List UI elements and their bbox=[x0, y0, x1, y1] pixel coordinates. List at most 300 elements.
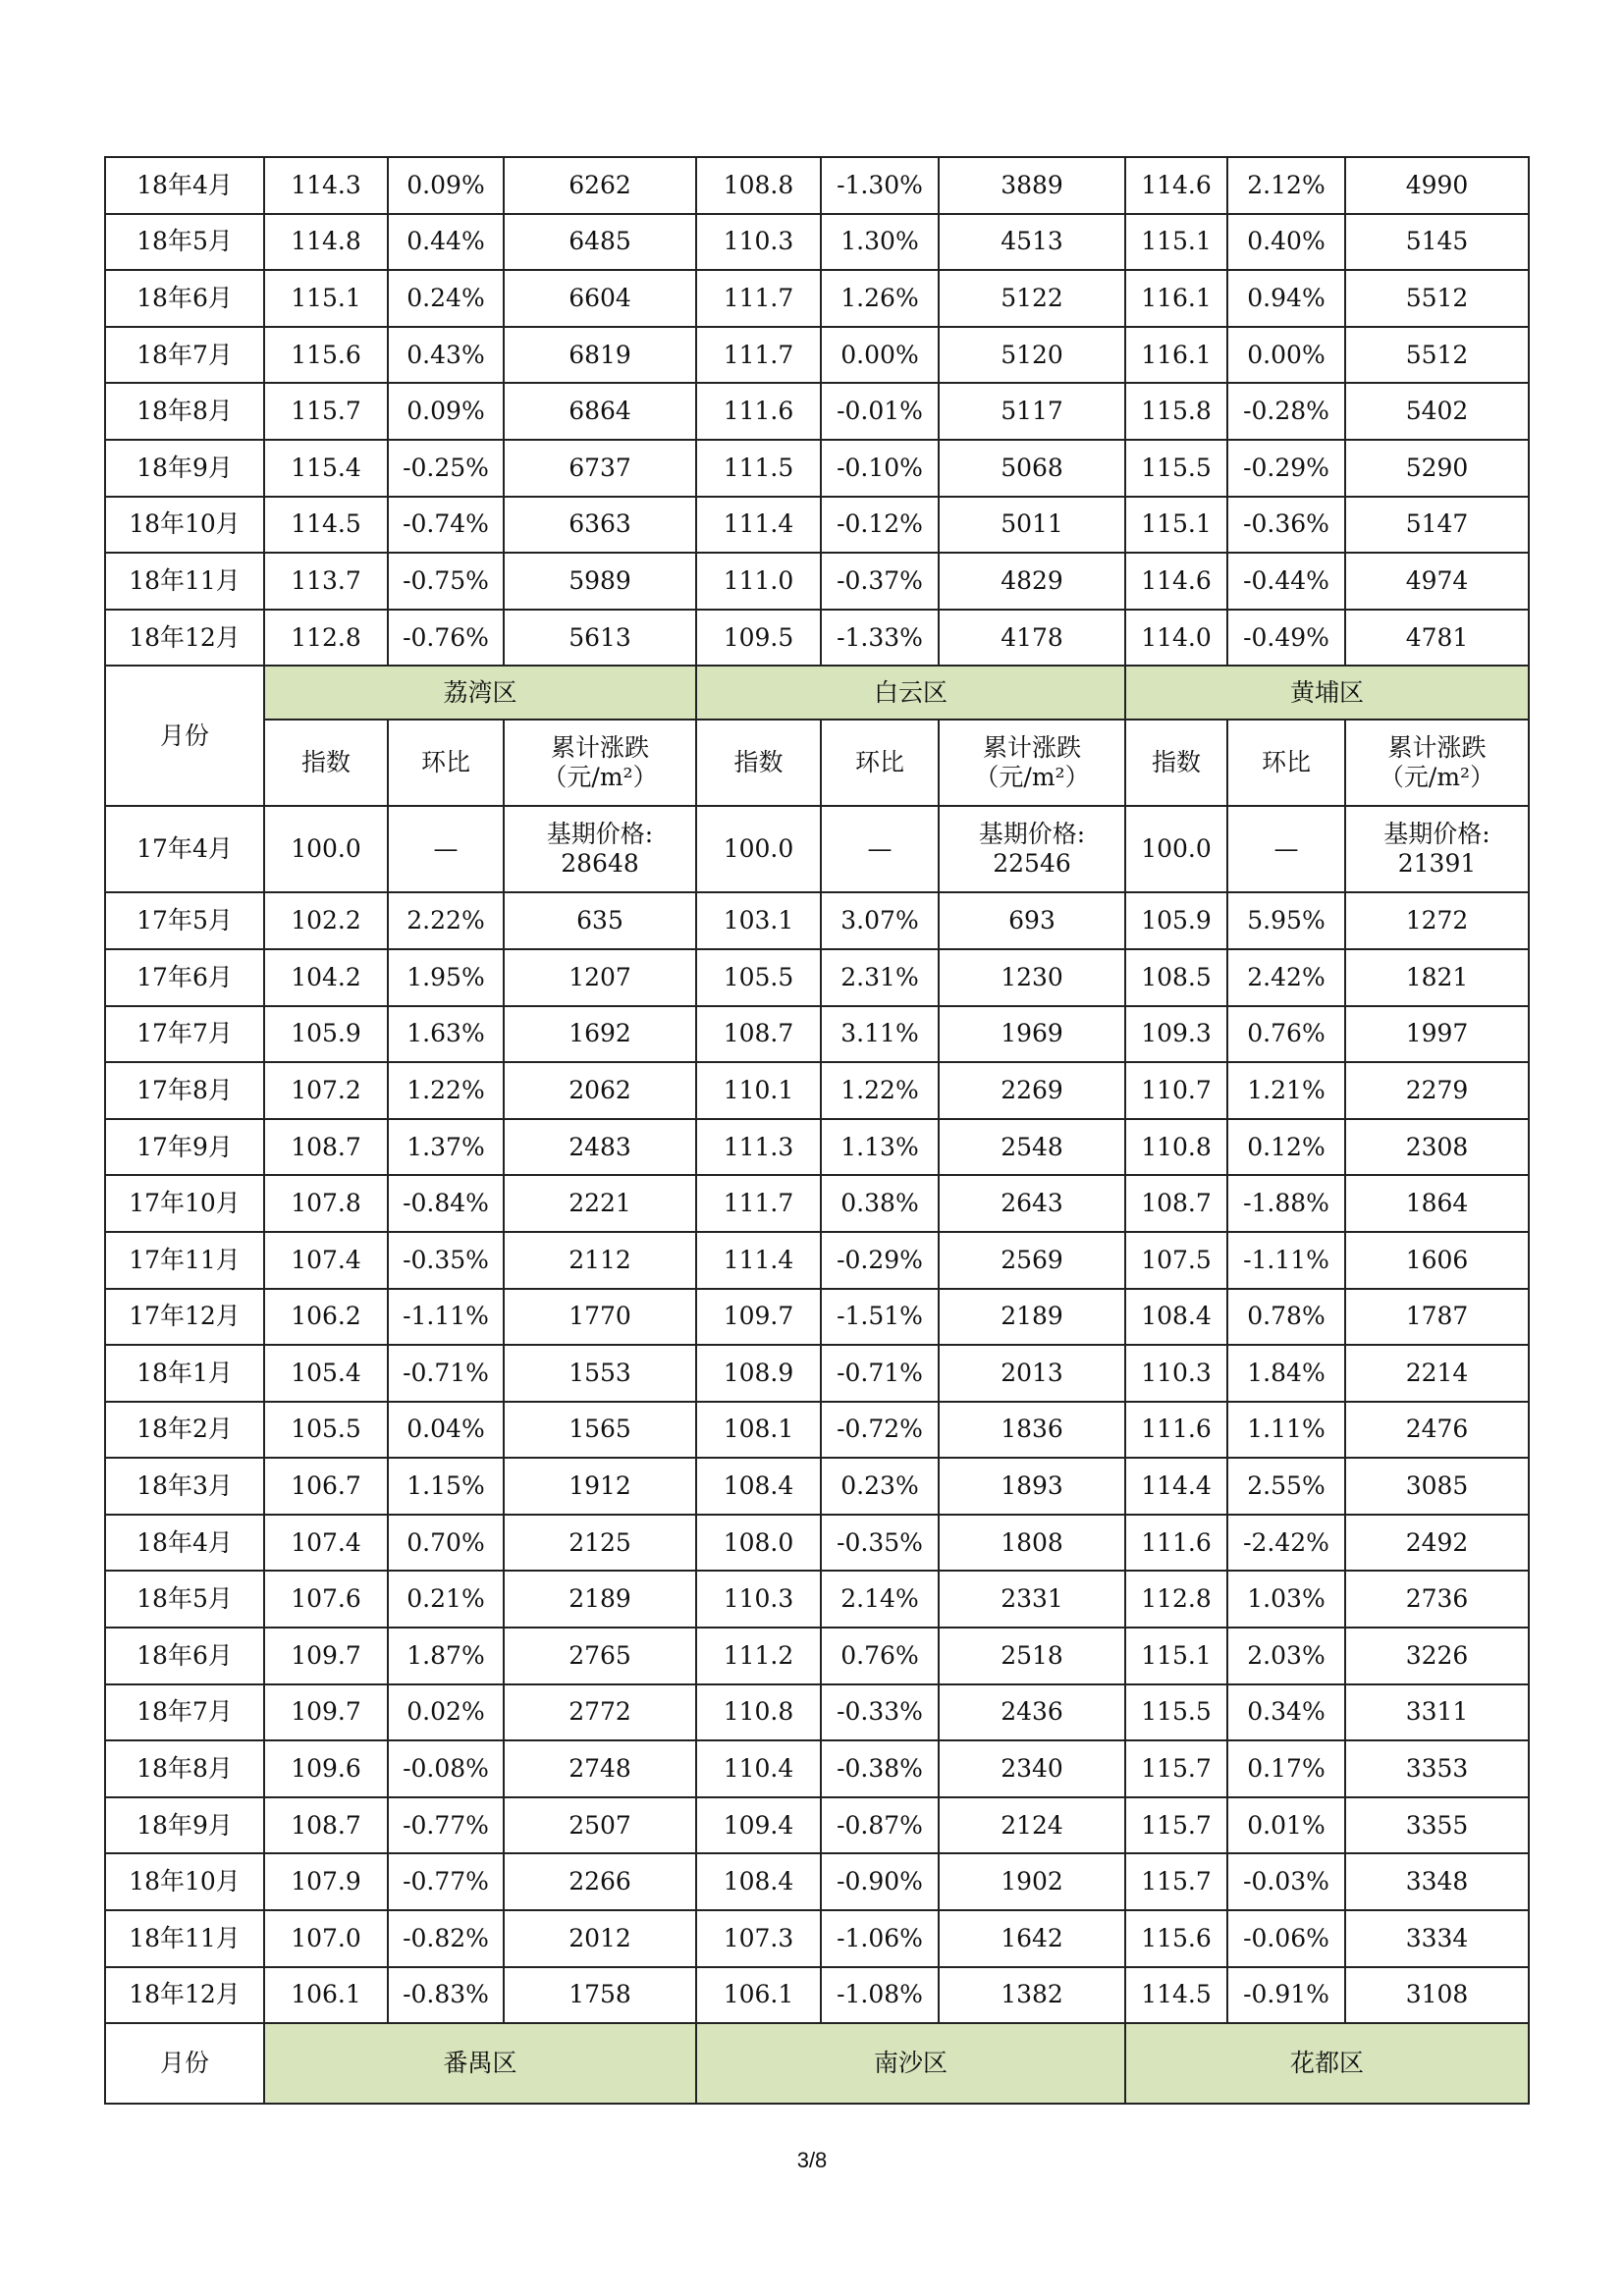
cumulative-cell: 4781 bbox=[1345, 610, 1529, 667]
month-cell: 17年11月 bbox=[105, 1232, 264, 1289]
mom-cell: 2.12% bbox=[1227, 157, 1345, 214]
month-cell: 18年2月 bbox=[105, 1402, 264, 1459]
mom-cell: 0.24% bbox=[388, 270, 504, 327]
cumulative-cell: 1565 bbox=[504, 1402, 696, 1459]
cumulative-cell: 5613 bbox=[504, 610, 696, 667]
table-row bbox=[105, 383, 1529, 440]
table-row bbox=[105, 1684, 1529, 1741]
index-cell: 105.5 bbox=[696, 949, 821, 1006]
index-cell: 111.4 bbox=[696, 1232, 821, 1289]
index-cell: 111.6 bbox=[696, 383, 821, 440]
table-row bbox=[105, 327, 1529, 384]
mom-cell: 1.37% bbox=[388, 1119, 504, 1176]
cumulative-cell: 6737 bbox=[504, 440, 696, 497]
cumulative-cell: 3226 bbox=[1345, 1628, 1529, 1684]
month-cell: 18年4月 bbox=[105, 157, 264, 214]
cumulative-cell: 2125 bbox=[504, 1515, 696, 1572]
mom-cell: -0.83% bbox=[388, 1967, 504, 2024]
mom-cell: 1.26% bbox=[821, 270, 939, 327]
index-cell: 115.7 bbox=[1125, 1853, 1227, 1910]
month-cell: 18年7月 bbox=[105, 1684, 264, 1741]
cumulative-cell: 2765 bbox=[504, 1628, 696, 1684]
base-row bbox=[105, 806, 1529, 892]
cumulative-cell: 2548 bbox=[939, 1119, 1125, 1176]
index-cell: 111.0 bbox=[696, 553, 821, 610]
mom-cell: 0.94% bbox=[1227, 270, 1345, 327]
cumulative-cell: 1272 bbox=[1345, 892, 1529, 949]
index-cell: 115.1 bbox=[1125, 214, 1227, 271]
cumulative-cell: 4178 bbox=[939, 610, 1125, 667]
base-price-cell: 基期价格: 21391 bbox=[1345, 806, 1529, 892]
mom-cell: 0.02% bbox=[388, 1684, 504, 1741]
mom-cell: -0.06% bbox=[1227, 1910, 1345, 1967]
cumulative-cell: 2736 bbox=[1345, 1571, 1529, 1628]
cumulative-cell: 5120 bbox=[939, 327, 1125, 384]
index-cell: 105.9 bbox=[264, 1006, 388, 1063]
month-cell: 17年5月 bbox=[105, 892, 264, 949]
index-cell: 109.7 bbox=[264, 1684, 388, 1741]
table-row bbox=[105, 270, 1529, 327]
index-cell: 107.8 bbox=[264, 1175, 388, 1232]
cumulative-cell: 6604 bbox=[504, 270, 696, 327]
cumulative-cell: 5117 bbox=[939, 383, 1125, 440]
mom-cell: -0.72% bbox=[821, 1402, 939, 1459]
index-cell: 108.8 bbox=[696, 157, 821, 214]
index-cell: 105.5 bbox=[264, 1402, 388, 1459]
cumulative-cell: 1758 bbox=[504, 1967, 696, 2024]
cumulative-cell: 693 bbox=[939, 892, 1125, 949]
mom-cell: -0.90% bbox=[821, 1853, 939, 1910]
month-cell: 18年11月 bbox=[105, 553, 264, 610]
cumulative-cell: 3311 bbox=[1345, 1684, 1529, 1741]
mom-cell: -0.29% bbox=[1227, 440, 1345, 497]
index-cell: 115.7 bbox=[264, 383, 388, 440]
base-price-cell: 基期价格: 28648 bbox=[504, 806, 696, 892]
month-cell: 17年12月 bbox=[105, 1289, 264, 1346]
cumulative-cell: 5290 bbox=[1345, 440, 1529, 497]
mom-cell: -0.35% bbox=[388, 1232, 504, 1289]
table-row bbox=[105, 157, 1529, 214]
table-row bbox=[105, 1458, 1529, 1515]
index-cell: 114.0 bbox=[1125, 610, 1227, 667]
index-cell: 111.7 bbox=[696, 270, 821, 327]
mom-cell: 0.17% bbox=[1227, 1740, 1345, 1797]
index-cell: 114.6 bbox=[1125, 157, 1227, 214]
mom-cell: 0.00% bbox=[1227, 327, 1345, 384]
cumulative-cell: 5512 bbox=[1345, 270, 1529, 327]
cumulative-cell: 4513 bbox=[939, 214, 1125, 271]
index-cell: 115.8 bbox=[1125, 383, 1227, 440]
mom-cell: 0.21% bbox=[388, 1571, 504, 1628]
mom-cell: -0.82% bbox=[388, 1910, 504, 1967]
index-cell: 107.3 bbox=[696, 1910, 821, 1967]
index-cell: 109.4 bbox=[696, 1797, 821, 1854]
index-cell: 110.8 bbox=[1125, 1119, 1227, 1176]
index-cell: 108.4 bbox=[696, 1458, 821, 1515]
month-cell: 18年5月 bbox=[105, 214, 264, 271]
mom-cell: -0.44% bbox=[1227, 553, 1345, 610]
mom-cell: 0.04% bbox=[388, 1402, 504, 1459]
index-cell: 111.6 bbox=[1125, 1515, 1227, 1572]
cumulative-cell: 1864 bbox=[1345, 1175, 1529, 1232]
mom-cell: 3.11% bbox=[821, 1006, 939, 1063]
cumulative-cell: 5512 bbox=[1345, 327, 1529, 384]
mom-cell: 1.22% bbox=[388, 1062, 504, 1119]
index-cell: 108.7 bbox=[264, 1119, 388, 1176]
top-section bbox=[105, 157, 1529, 666]
table-row bbox=[105, 610, 1529, 667]
index-cell: 109.7 bbox=[264, 1628, 388, 1684]
mom-cell: 0.09% bbox=[388, 157, 504, 214]
month-cell: 17年6月 bbox=[105, 949, 264, 1006]
month-cell: 17年7月 bbox=[105, 1006, 264, 1063]
cumulative-cell: 2189 bbox=[504, 1571, 696, 1628]
mom-cell: 1.13% bbox=[821, 1119, 939, 1176]
main-section bbox=[105, 892, 1529, 2023]
mom-cell: -0.03% bbox=[1227, 1853, 1345, 1910]
mom-cell: 1.63% bbox=[388, 1006, 504, 1063]
month-cell: 18年9月 bbox=[105, 1797, 264, 1854]
table-row bbox=[105, 1740, 1529, 1797]
mom-cell: -1.11% bbox=[1227, 1232, 1345, 1289]
cumulative-cell: 3889 bbox=[939, 157, 1125, 214]
index-cell: 105.4 bbox=[264, 1345, 388, 1402]
mom-cell: -0.84% bbox=[388, 1175, 504, 1232]
district-baiyun: 白云区 bbox=[696, 666, 1125, 720]
mom-cell: -0.91% bbox=[1227, 1967, 1345, 2024]
cumulative-cell: 5147 bbox=[1345, 497, 1529, 554]
index-cell: 108.4 bbox=[1125, 1289, 1227, 1346]
index-cell: 107.4 bbox=[264, 1232, 388, 1289]
mom-cell: -0.10% bbox=[821, 440, 939, 497]
index-cell: 111.6 bbox=[1125, 1402, 1227, 1459]
mom-cell: — bbox=[388, 806, 504, 892]
mom-cell: -1.30% bbox=[821, 157, 939, 214]
index-cell: 109.7 bbox=[696, 1289, 821, 1346]
cumulative-cell: 6363 bbox=[504, 497, 696, 554]
mom-cell: -0.35% bbox=[821, 1515, 939, 1572]
cumulative-cell: 2013 bbox=[939, 1345, 1125, 1402]
table-row bbox=[105, 1910, 1529, 1967]
index-cell: 104.2 bbox=[264, 949, 388, 1006]
cumulative-cell: 2518 bbox=[939, 1628, 1125, 1684]
index-cell: 114.5 bbox=[264, 497, 388, 554]
index-cell: 114.4 bbox=[1125, 1458, 1227, 1515]
mom-cell: -0.77% bbox=[388, 1797, 504, 1854]
mom-cell: 0.38% bbox=[821, 1175, 939, 1232]
cumulative-cell: 6262 bbox=[504, 157, 696, 214]
cumulative-cell: 3348 bbox=[1345, 1853, 1529, 1910]
cumulative-cell: 2279 bbox=[1345, 1062, 1529, 1119]
index-cell: 106.1 bbox=[696, 1967, 821, 2024]
table-row bbox=[105, 1515, 1529, 1572]
table-row bbox=[105, 1571, 1529, 1628]
table-row bbox=[105, 214, 1529, 271]
price-index-table bbox=[104, 156, 1530, 2105]
mom-cell: 0.00% bbox=[821, 327, 939, 384]
cumulative-cell: 2331 bbox=[939, 1571, 1125, 1628]
month-cell: 18年4月 bbox=[105, 1515, 264, 1572]
index-cell: 109.5 bbox=[696, 610, 821, 667]
mom-cell: 0.40% bbox=[1227, 214, 1345, 271]
month-cell: 18年5月 bbox=[105, 1571, 264, 1628]
table-row bbox=[105, 1853, 1529, 1910]
index-cell: 107.0 bbox=[264, 1910, 388, 1967]
mom-cell: 5.95% bbox=[1227, 892, 1345, 949]
district-panyu: 番禺区 bbox=[264, 2023, 696, 2104]
month-cell: 18年11月 bbox=[105, 1910, 264, 1967]
table-row bbox=[105, 892, 1529, 949]
mom-cell: -0.08% bbox=[388, 1740, 504, 1797]
cumulative-cell: 1787 bbox=[1345, 1289, 1529, 1346]
mom-cell: -0.37% bbox=[821, 553, 939, 610]
mom-cell: -0.12% bbox=[821, 497, 939, 554]
cumulative-cell: 2436 bbox=[939, 1684, 1125, 1741]
cumulative-cell: 1553 bbox=[504, 1345, 696, 1402]
index-cell: 115.5 bbox=[1125, 1684, 1227, 1741]
cumulative-cell: 4990 bbox=[1345, 157, 1529, 214]
mom-cell: 1.03% bbox=[1227, 1571, 1345, 1628]
index-cell: 110.7 bbox=[1125, 1062, 1227, 1119]
cumulative-cell: 1642 bbox=[939, 1910, 1125, 1967]
index-cell: 111.4 bbox=[696, 497, 821, 554]
index-cell: 110.3 bbox=[696, 1571, 821, 1628]
month-cell: 17年9月 bbox=[105, 1119, 264, 1176]
cumulative-cell: 5068 bbox=[939, 440, 1125, 497]
month-cell: 18年7月 bbox=[105, 327, 264, 384]
cumulative-cell: 1997 bbox=[1345, 1006, 1529, 1063]
col-mom-header: 环比 bbox=[821, 720, 939, 806]
mom-cell: 1.22% bbox=[821, 1062, 939, 1119]
table-row bbox=[105, 1967, 1529, 2024]
cumulative-cell: 2772 bbox=[504, 1684, 696, 1741]
mom-cell: -0.71% bbox=[388, 1345, 504, 1402]
cumulative-cell: 1836 bbox=[939, 1402, 1125, 1459]
district-nansha: 南沙区 bbox=[696, 2023, 1125, 2104]
index-cell: 115.6 bbox=[264, 327, 388, 384]
cumulative-cell: 3353 bbox=[1345, 1740, 1529, 1797]
col-cum-header: 累计涨跌 （元/m²） bbox=[1345, 720, 1529, 806]
table-row bbox=[105, 440, 1529, 497]
cumulative-cell: 2214 bbox=[1345, 1345, 1529, 1402]
cumulative-cell: 1902 bbox=[939, 1853, 1125, 1910]
table-row bbox=[105, 1006, 1529, 1063]
index-cell: 110.4 bbox=[696, 1740, 821, 1797]
index-cell: 115.1 bbox=[1125, 1628, 1227, 1684]
page-number: 3/8 bbox=[796, 2148, 828, 2172]
cumulative-cell: 3355 bbox=[1345, 1797, 1529, 1854]
col-cum-header: 累计涨跌 （元/m²） bbox=[504, 720, 696, 806]
index-cell: 100.0 bbox=[1125, 806, 1227, 892]
month-cell: 18年1月 bbox=[105, 1345, 264, 1402]
index-cell: 115.1 bbox=[264, 270, 388, 327]
cumulative-cell: 4829 bbox=[939, 553, 1125, 610]
index-cell: 113.7 bbox=[264, 553, 388, 610]
index-cell: 107.2 bbox=[264, 1062, 388, 1119]
index-cell: 107.9 bbox=[264, 1853, 388, 1910]
mom-cell: 0.12% bbox=[1227, 1119, 1345, 1176]
mom-cell: -1.06% bbox=[821, 1910, 939, 1967]
mom-cell: -1.88% bbox=[1227, 1175, 1345, 1232]
cumulative-cell: 2643 bbox=[939, 1175, 1125, 1232]
cumulative-cell: 2062 bbox=[504, 1062, 696, 1119]
mom-cell: -0.87% bbox=[821, 1797, 939, 1854]
mom-cell: 1.11% bbox=[1227, 1402, 1345, 1459]
mom-cell: 2.14% bbox=[821, 1571, 939, 1628]
index-cell: 110.3 bbox=[696, 214, 821, 271]
mom-cell: 3.07% bbox=[821, 892, 939, 949]
index-cell: 114.3 bbox=[264, 157, 388, 214]
mom-cell: -0.28% bbox=[1227, 383, 1345, 440]
index-cell: 112.8 bbox=[1125, 1571, 1227, 1628]
cumulative-cell: 1606 bbox=[1345, 1232, 1529, 1289]
index-cell: 116.1 bbox=[1125, 270, 1227, 327]
index-cell: 108.7 bbox=[696, 1006, 821, 1063]
cumulative-cell: 6864 bbox=[504, 383, 696, 440]
cumulative-cell: 2189 bbox=[939, 1289, 1125, 1346]
month-cell: 18年9月 bbox=[105, 440, 264, 497]
cumulative-cell: 2476 bbox=[1345, 1402, 1529, 1459]
index-cell: 115.7 bbox=[1125, 1797, 1227, 1854]
cumulative-cell: 4974 bbox=[1345, 553, 1529, 610]
month-header: 月份 bbox=[105, 2023, 264, 2104]
mom-cell: 0.43% bbox=[388, 327, 504, 384]
cumulative-cell: 1808 bbox=[939, 1515, 1125, 1572]
index-cell: 111.7 bbox=[696, 1175, 821, 1232]
cumulative-cell: 1230 bbox=[939, 949, 1125, 1006]
month-cell: 18年10月 bbox=[105, 1853, 264, 1910]
index-cell: 112.8 bbox=[264, 610, 388, 667]
table-row bbox=[105, 1232, 1529, 1289]
table-row bbox=[105, 553, 1529, 610]
cumulative-cell: 5122 bbox=[939, 270, 1125, 327]
index-cell: 106.1 bbox=[264, 1967, 388, 2024]
mom-cell: — bbox=[1227, 806, 1345, 892]
mom-cell: -1.51% bbox=[821, 1289, 939, 1346]
cumulative-cell: 2221 bbox=[504, 1175, 696, 1232]
index-cell: 111.5 bbox=[696, 440, 821, 497]
table-row bbox=[105, 1628, 1529, 1684]
table-row bbox=[105, 1797, 1529, 1854]
col-index-header: 指数 bbox=[1125, 720, 1227, 806]
month-header: 月份 bbox=[105, 666, 264, 806]
mom-cell: 2.22% bbox=[388, 892, 504, 949]
mom-cell: -0.25% bbox=[388, 440, 504, 497]
cumulative-cell: 1912 bbox=[504, 1458, 696, 1515]
cumulative-cell: 1770 bbox=[504, 1289, 696, 1346]
cumulative-cell: 1692 bbox=[504, 1006, 696, 1063]
cumulative-cell: 2124 bbox=[939, 1797, 1125, 1854]
mom-cell: 1.95% bbox=[388, 949, 504, 1006]
mom-cell: 0.78% bbox=[1227, 1289, 1345, 1346]
cumulative-cell: 2492 bbox=[1345, 1515, 1529, 1572]
index-cell: 108.0 bbox=[696, 1515, 821, 1572]
cumulative-cell: 3085 bbox=[1345, 1458, 1529, 1515]
index-cell: 108.9 bbox=[696, 1345, 821, 1402]
index-cell: 108.7 bbox=[1125, 1175, 1227, 1232]
cumulative-cell: 2266 bbox=[504, 1853, 696, 1910]
table-row bbox=[105, 1289, 1529, 1346]
cumulative-cell: 2112 bbox=[504, 1232, 696, 1289]
index-cell: 108.7 bbox=[264, 1797, 388, 1854]
col-cum-header: 累计涨跌 （元/m²） bbox=[939, 720, 1125, 806]
cumulative-cell: 3108 bbox=[1345, 1967, 1529, 2024]
month-cell: 18年8月 bbox=[105, 383, 264, 440]
table-row bbox=[105, 1345, 1529, 1402]
mom-cell: 1.15% bbox=[388, 1458, 504, 1515]
base-price-cell: 基期价格: 22546 bbox=[939, 806, 1125, 892]
index-cell: 108.5 bbox=[1125, 949, 1227, 1006]
month-cell: 18年12月 bbox=[105, 610, 264, 667]
mom-cell: 0.76% bbox=[821, 1628, 939, 1684]
cumulative-cell: 2507 bbox=[504, 1797, 696, 1854]
mom-cell: -0.77% bbox=[388, 1853, 504, 1910]
district-huadu: 花都区 bbox=[1125, 2023, 1529, 2104]
table-row bbox=[105, 1119, 1529, 1176]
cumulative-cell: 2308 bbox=[1345, 1119, 1529, 1176]
cumulative-cell: 6485 bbox=[504, 214, 696, 271]
mom-cell: 1.30% bbox=[821, 214, 939, 271]
mom-cell: 0.09% bbox=[388, 383, 504, 440]
index-cell: 115.6 bbox=[1125, 1910, 1227, 1967]
month-cell: 17年8月 bbox=[105, 1062, 264, 1119]
cumulative-cell: 5145 bbox=[1345, 214, 1529, 271]
index-cell: 110.1 bbox=[696, 1062, 821, 1119]
mom-cell: -0.49% bbox=[1227, 610, 1345, 667]
index-cell: 103.1 bbox=[696, 892, 821, 949]
cumulative-cell: 5402 bbox=[1345, 383, 1529, 440]
month-cell: 18年8月 bbox=[105, 1740, 264, 1797]
index-cell: 107.5 bbox=[1125, 1232, 1227, 1289]
mom-cell: 0.34% bbox=[1227, 1684, 1345, 1741]
cumulative-cell: 3334 bbox=[1345, 1910, 1529, 1967]
index-cell: 116.1 bbox=[1125, 327, 1227, 384]
mom-cell: -0.29% bbox=[821, 1232, 939, 1289]
index-cell: 114.8 bbox=[264, 214, 388, 271]
index-cell: 114.6 bbox=[1125, 553, 1227, 610]
mom-cell: -0.71% bbox=[821, 1345, 939, 1402]
mom-cell: 0.23% bbox=[821, 1458, 939, 1515]
table-row bbox=[105, 497, 1529, 554]
cumulative-cell: 2569 bbox=[939, 1232, 1125, 1289]
table-row bbox=[105, 1062, 1529, 1119]
cumulative-cell: 5011 bbox=[939, 497, 1125, 554]
cumulative-cell: 6819 bbox=[504, 327, 696, 384]
month-cell: 18年3月 bbox=[105, 1458, 264, 1515]
mom-cell: 0.01% bbox=[1227, 1797, 1345, 1854]
index-cell: 108.1 bbox=[696, 1402, 821, 1459]
index-cell: 110.3 bbox=[1125, 1345, 1227, 1402]
index-cell: 109.3 bbox=[1125, 1006, 1227, 1063]
mom-cell: -0.38% bbox=[821, 1740, 939, 1797]
table-row bbox=[105, 949, 1529, 1006]
col-mom-header: 环比 bbox=[1227, 720, 1345, 806]
index-cell: 115.4 bbox=[264, 440, 388, 497]
index-cell: 102.2 bbox=[264, 892, 388, 949]
index-cell: 100.0 bbox=[696, 806, 821, 892]
district-header bbox=[105, 666, 1529, 892]
mom-cell: 0.76% bbox=[1227, 1006, 1345, 1063]
footer-header bbox=[105, 2023, 1529, 2104]
mom-cell: 0.70% bbox=[388, 1515, 504, 1572]
mom-cell: 0.44% bbox=[388, 214, 504, 271]
cumulative-cell: 1382 bbox=[939, 1967, 1125, 2024]
mom-cell: -0.01% bbox=[821, 383, 939, 440]
index-cell: 106.7 bbox=[264, 1458, 388, 1515]
cumulative-cell: 635 bbox=[504, 892, 696, 949]
mom-cell: -1.08% bbox=[821, 1967, 939, 2024]
mom-cell: 1.21% bbox=[1227, 1062, 1345, 1119]
